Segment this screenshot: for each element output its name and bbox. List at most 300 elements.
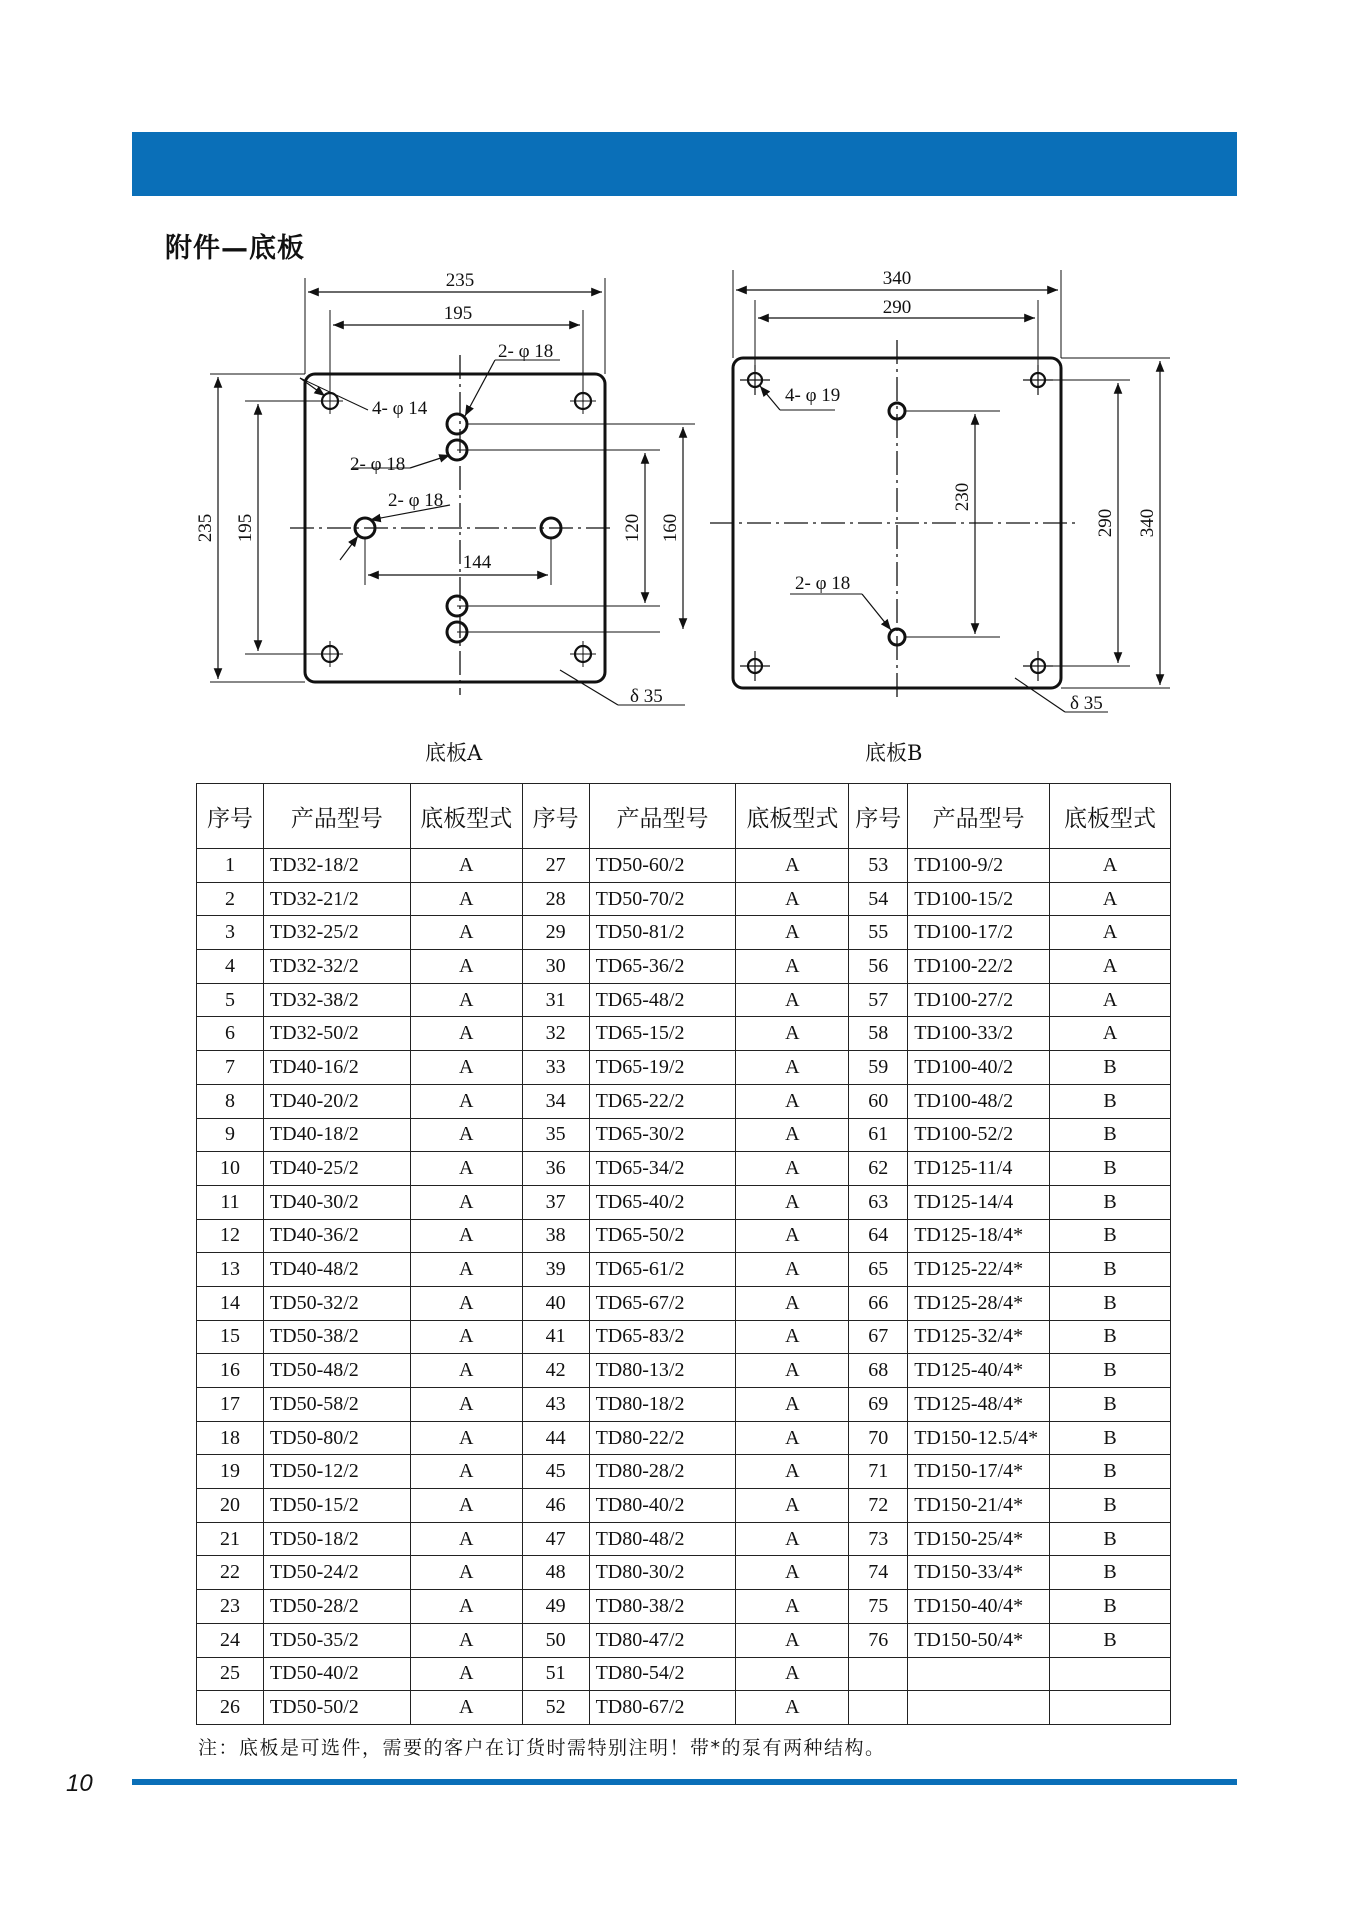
cell-model: TD125-11/4 bbox=[908, 1152, 1050, 1186]
cell-index bbox=[849, 1691, 908, 1725]
cell-model: TD65-34/2 bbox=[589, 1152, 736, 1186]
cell-model: TD32-32/2 bbox=[263, 950, 410, 984]
page-number: 10 bbox=[66, 1770, 93, 1797]
footnote: 注：底板是可选件，需要的客户在订货时需特别注明！带*的泵有两种结构。 bbox=[198, 1737, 886, 1759]
cell-model: TD65-50/2 bbox=[589, 1219, 736, 1253]
cell-model: TD150-25/4* bbox=[908, 1522, 1050, 1556]
table-row bbox=[197, 983, 1171, 1017]
cell-plate-type: A bbox=[736, 1219, 849, 1253]
cell-model: TD40-16/2 bbox=[263, 1051, 410, 1085]
cell-model bbox=[908, 1691, 1050, 1725]
cell-model: TD65-67/2 bbox=[589, 1286, 736, 1320]
cell-model: TD50-38/2 bbox=[263, 1320, 410, 1354]
plate-a-callout-side-holes: 2- φ 18 bbox=[388, 490, 444, 511]
cell-index: 2 bbox=[197, 882, 264, 916]
plate-a-callout-top-holes: 2- φ 18 bbox=[498, 341, 554, 362]
cell-index: 62 bbox=[849, 1152, 908, 1186]
table-row bbox=[197, 1590, 1171, 1624]
cell-index: 49 bbox=[522, 1590, 589, 1624]
cell-index: 57 bbox=[849, 983, 908, 1017]
cell-model: TD40-30/2 bbox=[263, 1185, 410, 1219]
cell-index: 6 bbox=[197, 1017, 264, 1051]
cell-model: TD40-36/2 bbox=[263, 1219, 410, 1253]
cell-model: TD150-17/4* bbox=[908, 1455, 1050, 1489]
cell-plate-type: A bbox=[736, 1691, 849, 1725]
cell-plate-type: A bbox=[410, 1185, 522, 1219]
cell-plate-type: A bbox=[410, 1354, 522, 1388]
cell-model: TD150-33/4* bbox=[908, 1556, 1050, 1590]
cell-index: 72 bbox=[849, 1489, 908, 1523]
cell-index: 3 bbox=[197, 916, 264, 950]
cell-plate-type: B bbox=[1050, 1118, 1171, 1152]
header-model: 产品型号 bbox=[908, 784, 1050, 849]
cell-plate-type: A bbox=[736, 1522, 849, 1556]
cell-plate-type: A bbox=[410, 1388, 522, 1422]
cell-plate-type: B bbox=[1050, 1623, 1171, 1657]
plate-a-thickness: δ 35 bbox=[630, 686, 663, 707]
cell-model: TD50-48/2 bbox=[263, 1354, 410, 1388]
cell-model: TD80-48/2 bbox=[589, 1522, 736, 1556]
cell-index: 22 bbox=[197, 1556, 264, 1590]
table-row bbox=[197, 1522, 1171, 1556]
cell-plate-type: A bbox=[410, 1286, 522, 1320]
cell-index: 30 bbox=[522, 950, 589, 984]
cell-plate-type: A bbox=[736, 1421, 849, 1455]
cell-model: TD150-40/4* bbox=[908, 1590, 1050, 1624]
cell-model: TD100-52/2 bbox=[908, 1118, 1050, 1152]
cell-index: 70 bbox=[849, 1421, 908, 1455]
cell-index: 5 bbox=[197, 983, 264, 1017]
cell-model: TD125-18/4* bbox=[908, 1219, 1050, 1253]
cell-index: 26 bbox=[197, 1691, 264, 1725]
cell-plate-type: B bbox=[1050, 1253, 1171, 1287]
cell-plate-type: A bbox=[736, 916, 849, 950]
cell-model: TD32-25/2 bbox=[263, 916, 410, 950]
cell-model: TD65-61/2 bbox=[589, 1253, 736, 1287]
cell-index: 65 bbox=[849, 1253, 908, 1287]
cell-plate-type: A bbox=[1050, 882, 1171, 916]
cell-plate-type: A bbox=[736, 1489, 849, 1523]
cell-plate-type: A bbox=[736, 1084, 849, 1118]
cell-plate-type: B bbox=[1050, 1590, 1171, 1624]
table-row bbox=[197, 1152, 1171, 1186]
plate-a-dim-195: 195 bbox=[443, 303, 473, 324]
cell-plate-type: A bbox=[736, 1455, 849, 1489]
cell-index: 54 bbox=[849, 882, 908, 916]
cell-plate-type: A bbox=[736, 1253, 849, 1287]
cell-model: TD50-32/2 bbox=[263, 1286, 410, 1320]
cell-model: TD32-21/2 bbox=[263, 882, 410, 916]
cell-model: TD80-40/2 bbox=[589, 1489, 736, 1523]
cell-model: TD50-60/2 bbox=[589, 849, 736, 883]
cell-model: TD50-35/2 bbox=[263, 1623, 410, 1657]
cell-index: 47 bbox=[522, 1522, 589, 1556]
cell-model: TD100-40/2 bbox=[908, 1051, 1050, 1085]
cell-plate-type: A bbox=[410, 1556, 522, 1590]
cell-index: 35 bbox=[522, 1118, 589, 1152]
cell-index: 23 bbox=[197, 1590, 264, 1624]
cell-model: TD125-40/4* bbox=[908, 1354, 1050, 1388]
cell-model: TD80-13/2 bbox=[589, 1354, 736, 1388]
plate-a-dim-235-vertical: 235 bbox=[195, 513, 216, 543]
cell-plate-type: A bbox=[736, 1320, 849, 1354]
cell-plate-type: A bbox=[410, 1489, 522, 1523]
cell-index: 10 bbox=[197, 1152, 264, 1186]
table-row bbox=[197, 1421, 1171, 1455]
cell-plate-type: A bbox=[736, 1354, 849, 1388]
cell-index: 38 bbox=[522, 1219, 589, 1253]
cell-index: 42 bbox=[522, 1354, 589, 1388]
plate-b-callout-corner-holes: 4- φ 19 bbox=[785, 385, 841, 406]
cell-plate-type: A bbox=[410, 1219, 522, 1253]
cell-plate-type: A bbox=[410, 1152, 522, 1186]
table-row bbox=[197, 1219, 1171, 1253]
footer-color-line bbox=[132, 1779, 1237, 1785]
cell-model: TD40-25/2 bbox=[263, 1152, 410, 1186]
cell-plate-type: A bbox=[736, 1623, 849, 1657]
cell-index: 1 bbox=[197, 849, 264, 883]
plate-b-dim-230: 230 bbox=[952, 482, 973, 512]
cell-plate-type: B bbox=[1050, 1051, 1171, 1085]
cell-model: TD100-9/2 bbox=[908, 849, 1050, 883]
header-model: 产品型号 bbox=[589, 784, 736, 849]
table-row bbox=[197, 916, 1171, 950]
cell-plate-type: A bbox=[736, 950, 849, 984]
cell-index: 61 bbox=[849, 1118, 908, 1152]
cell-plate-type: B bbox=[1050, 1354, 1171, 1388]
cell-model: TD80-30/2 bbox=[589, 1556, 736, 1590]
cell-model: TD50-28/2 bbox=[263, 1590, 410, 1624]
plate-a-callout-corner-holes: 4- φ 14 bbox=[372, 398, 428, 419]
section-title: 附件—底板 bbox=[165, 233, 305, 264]
cell-plate-type: B bbox=[1050, 1320, 1171, 1354]
cell-plate-type: A bbox=[410, 1084, 522, 1118]
cell-index: 15 bbox=[197, 1320, 264, 1354]
cell-model: TD100-48/2 bbox=[908, 1084, 1050, 1118]
cell-plate-type: B bbox=[1050, 1556, 1171, 1590]
table-row bbox=[197, 882, 1171, 916]
table-row bbox=[197, 950, 1171, 984]
cell-model: TD65-36/2 bbox=[589, 950, 736, 984]
cell-model: TD65-83/2 bbox=[589, 1320, 736, 1354]
cell-plate-type: B bbox=[1050, 1152, 1171, 1186]
table-row bbox=[197, 1286, 1171, 1320]
cell-model: TD40-20/2 bbox=[263, 1084, 410, 1118]
cell-index: 27 bbox=[522, 849, 589, 883]
header-model: 产品型号 bbox=[263, 784, 410, 849]
cell-plate-type: A bbox=[410, 882, 522, 916]
cell-plate-type: B bbox=[1050, 1388, 1171, 1422]
cell-plate-type: A bbox=[736, 1388, 849, 1422]
cell-model: TD50-18/2 bbox=[263, 1522, 410, 1556]
cell-index: 29 bbox=[522, 916, 589, 950]
cell-index: 4 bbox=[197, 950, 264, 984]
cell-plate-type: A bbox=[410, 983, 522, 1017]
cell-plate-type: A bbox=[410, 916, 522, 950]
cell-model: TD65-22/2 bbox=[589, 1084, 736, 1118]
cell-model: TD65-15/2 bbox=[589, 1017, 736, 1051]
cell-model: TD32-38/2 bbox=[263, 983, 410, 1017]
header-index: 序号 bbox=[522, 784, 589, 849]
plate-a-dim-235: 235 bbox=[445, 270, 475, 291]
cell-index: 60 bbox=[849, 1084, 908, 1118]
table-row bbox=[197, 1691, 1171, 1725]
cell-index: 8 bbox=[197, 1084, 264, 1118]
cell-index: 13 bbox=[197, 1253, 264, 1287]
plate-a-drawing bbox=[195, 270, 695, 707]
cell-plate-type: B bbox=[1050, 1286, 1171, 1320]
table-row bbox=[197, 1388, 1171, 1422]
cell-index: 76 bbox=[849, 1623, 908, 1657]
cell-plate-type: A bbox=[736, 882, 849, 916]
plate-a-dim-120: 120 bbox=[622, 513, 643, 543]
cell-model: TD50-40/2 bbox=[263, 1657, 410, 1691]
cell-plate-type: A bbox=[410, 849, 522, 883]
base-plate-spec-table bbox=[196, 783, 1171, 1725]
cell-plate-type: A bbox=[736, 1051, 849, 1085]
cell-plate-type: A bbox=[410, 1691, 522, 1725]
cell-plate-type: B bbox=[1050, 1219, 1171, 1253]
cell-model: TD80-67/2 bbox=[589, 1691, 736, 1725]
cell-index: 59 bbox=[849, 1051, 908, 1085]
plate-b-dim-340-vertical: 340 bbox=[1137, 508, 1158, 538]
cell-plate-type: A bbox=[410, 1657, 522, 1691]
cell-model: TD50-12/2 bbox=[263, 1455, 410, 1489]
cell-model: TD100-22/2 bbox=[908, 950, 1050, 984]
header-plate-type: 底板型式 bbox=[1050, 784, 1171, 849]
plate-b-callout-center-holes: 2- φ 18 bbox=[795, 573, 851, 594]
cell-plate-type: A bbox=[410, 1017, 522, 1051]
plate-a-caption: 底板A bbox=[425, 741, 483, 765]
cell-model: TD125-14/4 bbox=[908, 1185, 1050, 1219]
base-plate-drawings bbox=[0, 0, 1357, 740]
plate-b-drawing bbox=[710, 268, 1170, 714]
table-row bbox=[197, 1084, 1171, 1118]
cell-plate-type: A bbox=[410, 950, 522, 984]
cell-model: TD80-28/2 bbox=[589, 1455, 736, 1489]
cell-plate-type: A bbox=[410, 1118, 522, 1152]
cell-index: 17 bbox=[197, 1388, 264, 1422]
cell-index: 20 bbox=[197, 1489, 264, 1523]
cell-index: 52 bbox=[522, 1691, 589, 1725]
cell-index: 46 bbox=[522, 1489, 589, 1523]
table-row bbox=[197, 1455, 1171, 1489]
cell-index: 73 bbox=[849, 1522, 908, 1556]
cell-index: 44 bbox=[522, 1421, 589, 1455]
table-row bbox=[197, 1623, 1171, 1657]
cell-plate-type: A bbox=[410, 1590, 522, 1624]
cell-index: 28 bbox=[522, 882, 589, 916]
cell-index: 37 bbox=[522, 1185, 589, 1219]
plate-a-dim-144: 144 bbox=[462, 552, 492, 573]
cell-index: 9 bbox=[197, 1118, 264, 1152]
cell-model: TD80-38/2 bbox=[589, 1590, 736, 1624]
cell-plate-type: B bbox=[1050, 1185, 1171, 1219]
cell-index: 40 bbox=[522, 1286, 589, 1320]
cell-model: TD150-50/4* bbox=[908, 1623, 1050, 1657]
table-body bbox=[197, 849, 1171, 1725]
cell-model: TD150-21/4* bbox=[908, 1489, 1050, 1523]
cell-plate-type: A bbox=[736, 1017, 849, 1051]
cell-model: TD125-28/4* bbox=[908, 1286, 1050, 1320]
header-index: 序号 bbox=[849, 784, 908, 849]
table-row bbox=[197, 1657, 1171, 1691]
cell-index: 32 bbox=[522, 1017, 589, 1051]
cell-plate-type: A bbox=[736, 1657, 849, 1691]
cell-plate-type: B bbox=[1050, 1522, 1171, 1556]
cell-plate-type: A bbox=[1050, 950, 1171, 984]
cell-model: TD150-12.5/4* bbox=[908, 1421, 1050, 1455]
cell-index: 36 bbox=[522, 1152, 589, 1186]
cell-model: TD50-58/2 bbox=[263, 1388, 410, 1422]
cell-model: TD125-48/4* bbox=[908, 1388, 1050, 1422]
cell-index: 69 bbox=[849, 1388, 908, 1422]
cell-plate-type: A bbox=[736, 1286, 849, 1320]
cell-index: 51 bbox=[522, 1657, 589, 1691]
cell-model: TD100-33/2 bbox=[908, 1017, 1050, 1051]
cell-plate-type: B bbox=[1050, 1455, 1171, 1489]
cell-model: TD65-40/2 bbox=[589, 1185, 736, 1219]
cell-model: TD50-81/2 bbox=[589, 916, 736, 950]
cell-index: 24 bbox=[197, 1623, 264, 1657]
cell-plate-type: A bbox=[1050, 1017, 1171, 1051]
cell-model: TD50-50/2 bbox=[263, 1691, 410, 1725]
cell-plate-type: A bbox=[736, 849, 849, 883]
plate-a-dim-195-vertical: 195 bbox=[235, 513, 256, 543]
cell-plate-type: A bbox=[736, 1185, 849, 1219]
cell-plate-type: A bbox=[1050, 983, 1171, 1017]
cell-model: TD40-18/2 bbox=[263, 1118, 410, 1152]
cell-index: 68 bbox=[849, 1354, 908, 1388]
cell-index: 7 bbox=[197, 1051, 264, 1085]
cell-index: 63 bbox=[849, 1185, 908, 1219]
cell-index: 43 bbox=[522, 1388, 589, 1422]
cell-plate-type: A bbox=[410, 1320, 522, 1354]
cell-plate-type: A bbox=[1050, 849, 1171, 883]
cell-index: 45 bbox=[522, 1455, 589, 1489]
cell-index: 16 bbox=[197, 1354, 264, 1388]
cell-model bbox=[908, 1657, 1050, 1691]
cell-index: 75 bbox=[849, 1590, 908, 1624]
cell-index: 19 bbox=[197, 1455, 264, 1489]
cell-plate-type: A bbox=[736, 983, 849, 1017]
cell-index: 14 bbox=[197, 1286, 264, 1320]
plate-a-callout-mid-holes: 2- φ 18 bbox=[350, 454, 406, 475]
cell-plate-type: A bbox=[410, 1051, 522, 1085]
cell-model: TD50-15/2 bbox=[263, 1489, 410, 1523]
cell-model: TD80-18/2 bbox=[589, 1388, 736, 1422]
plate-b-caption: 底板B bbox=[865, 741, 923, 765]
cell-model: TD100-27/2 bbox=[908, 983, 1050, 1017]
plate-a-dim-160: 160 bbox=[660, 513, 681, 543]
cell-index: 53 bbox=[849, 849, 908, 883]
cell-index: 39 bbox=[522, 1253, 589, 1287]
cell-plate-type: B bbox=[1050, 1084, 1171, 1118]
plate-b-thickness: δ 35 bbox=[1070, 693, 1103, 714]
cell-index: 58 bbox=[849, 1017, 908, 1051]
cell-index: 50 bbox=[522, 1623, 589, 1657]
cell-index: 21 bbox=[197, 1522, 264, 1556]
cell-index bbox=[849, 1657, 908, 1691]
plate-b-dim-290-vertical: 290 bbox=[1095, 508, 1116, 538]
cell-plate-type bbox=[1050, 1657, 1171, 1691]
cell-model: TD32-50/2 bbox=[263, 1017, 410, 1051]
cell-model: TD100-17/2 bbox=[908, 916, 1050, 950]
cell-model: TD80-22/2 bbox=[589, 1421, 736, 1455]
cell-model: TD125-22/4* bbox=[908, 1253, 1050, 1287]
table-row bbox=[197, 1253, 1171, 1287]
cell-index: 12 bbox=[197, 1219, 264, 1253]
cell-index: 33 bbox=[522, 1051, 589, 1085]
table-header-row bbox=[197, 784, 1171, 849]
cell-index: 71 bbox=[849, 1455, 908, 1489]
plate-b-dim-340: 340 bbox=[882, 268, 912, 289]
cell-plate-type: A bbox=[736, 1590, 849, 1624]
cell-plate-type: B bbox=[1050, 1421, 1171, 1455]
cell-plate-type: A bbox=[410, 1421, 522, 1455]
table-row bbox=[197, 1320, 1171, 1354]
cell-index: 67 bbox=[849, 1320, 908, 1354]
table-row bbox=[197, 1017, 1171, 1051]
cell-model: TD32-18/2 bbox=[263, 849, 410, 883]
cell-index: 66 bbox=[849, 1286, 908, 1320]
cell-plate-type bbox=[1050, 1691, 1171, 1725]
cell-model: TD50-24/2 bbox=[263, 1556, 410, 1590]
cell-model: TD80-47/2 bbox=[589, 1623, 736, 1657]
header-index: 序号 bbox=[197, 784, 264, 849]
cell-model: TD65-30/2 bbox=[589, 1118, 736, 1152]
cell-model: TD40-48/2 bbox=[263, 1253, 410, 1287]
cell-index: 48 bbox=[522, 1556, 589, 1590]
cell-index: 25 bbox=[197, 1657, 264, 1691]
plate-b-dim-290: 290 bbox=[882, 297, 912, 318]
cell-plate-type: A bbox=[410, 1623, 522, 1657]
table-row bbox=[197, 1051, 1171, 1085]
cell-model: TD100-15/2 bbox=[908, 882, 1050, 916]
cell-index: 31 bbox=[522, 983, 589, 1017]
cell-plate-type: A bbox=[736, 1118, 849, 1152]
cell-index: 56 bbox=[849, 950, 908, 984]
cell-index: 55 bbox=[849, 916, 908, 950]
table-row bbox=[197, 1556, 1171, 1590]
cell-index: 34 bbox=[522, 1084, 589, 1118]
cell-plate-type: A bbox=[1050, 916, 1171, 950]
cell-model: TD65-19/2 bbox=[589, 1051, 736, 1085]
cell-model: TD50-70/2 bbox=[589, 882, 736, 916]
table-row bbox=[197, 1489, 1171, 1523]
cell-index: 41 bbox=[522, 1320, 589, 1354]
cell-index: 64 bbox=[849, 1219, 908, 1253]
cell-plate-type: B bbox=[1050, 1489, 1171, 1523]
cell-plate-type: A bbox=[410, 1253, 522, 1287]
table-row bbox=[197, 1354, 1171, 1388]
table-row bbox=[197, 1118, 1171, 1152]
cell-plate-type: A bbox=[736, 1152, 849, 1186]
cell-index: 11 bbox=[197, 1185, 264, 1219]
cell-model: TD125-32/4* bbox=[908, 1320, 1050, 1354]
header-plate-type: 底板型式 bbox=[736, 784, 849, 849]
table-row bbox=[197, 849, 1171, 883]
header-plate-type: 底板型式 bbox=[410, 784, 522, 849]
cell-plate-type: A bbox=[410, 1455, 522, 1489]
cell-index: 74 bbox=[849, 1556, 908, 1590]
cell-model: TD65-48/2 bbox=[589, 983, 736, 1017]
cell-plate-type: A bbox=[736, 1556, 849, 1590]
cell-index: 18 bbox=[197, 1421, 264, 1455]
cell-plate-type: A bbox=[410, 1522, 522, 1556]
cell-model: TD80-54/2 bbox=[589, 1657, 736, 1691]
table-row bbox=[197, 1185, 1171, 1219]
